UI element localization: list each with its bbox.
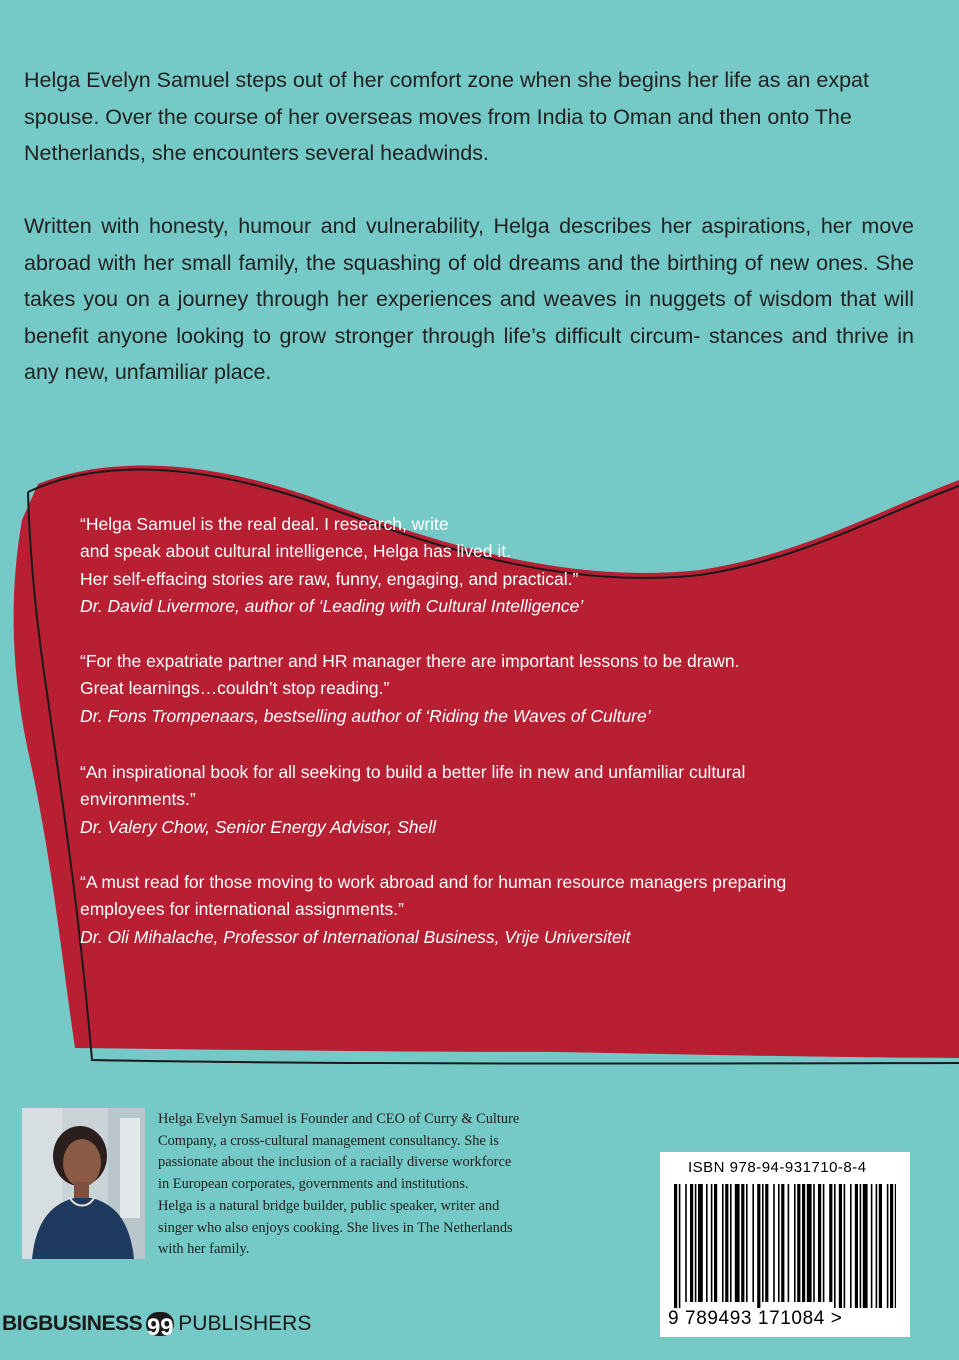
bio-line: singer who also enjoys cooking. She lives in The Netherlands: [158, 1219, 513, 1236]
bio-line: Helga is a natural bridge builder, public speaker, writer and: [158, 1197, 500, 1214]
testimonial-1: [80, 511, 920, 620]
quote-line: “An inspirational book for all seeking to build a better life in new and unfamiliar cultural: [80, 762, 746, 782]
publisher-name-light: PUBLISHERS: [178, 1312, 312, 1335]
quote-line: employees for international assignments.”: [80, 899, 404, 920]
quote-attribution: Dr. Oli Mihalache, Professor of International Business, Vrije Universiteit: [80, 926, 631, 947]
publisher-logo: [2, 1312, 312, 1341]
quote-line: Her self-effacing stories are raw, funny, engaging, and practical.”: [80, 568, 579, 589]
author-photo: [22, 1108, 145, 1259]
blurb-paragraph-1: Helga Evelyn Samuel steps out of her comfort zone when she begins her life as an expat spouse. Over the course of her overseas moves from India to Oman and then onto The Netherlands, she encounters several headwinds.: [24, 68, 869, 165]
author-bio: [158, 1109, 618, 1261]
bio-line: in European corporates, governments and institutions.: [158, 1176, 469, 1193]
testimonial-3: [80, 759, 920, 841]
quote-mark-icon: 99: [146, 1314, 174, 1341]
quote-line: Great learnings…couldn’t stop reading.”: [80, 678, 390, 699]
testimonial-2: [80, 648, 920, 730]
isbn-label: ISBN 978-94-931710-8-4: [688, 1159, 867, 1176]
quote-attribution: Dr. David Livermore, author of ‘Leading with Cultural Intelligence’: [80, 595, 584, 616]
isbn-barcode: [660, 1152, 910, 1337]
bio-line: with her family.: [158, 1241, 250, 1258]
barcode-bars: [674, 1184, 896, 1308]
quote-line: environments.”: [80, 789, 196, 810]
quote-attribution: Dr. Fons Trompenaars, bestselling author of ‘Riding the Waves of Culture’: [80, 705, 651, 726]
quote-line: “For the expatriate partner and HR manager there are important lessons to be drawn.: [80, 651, 740, 671]
barcode-digits: 9 789493 171084 >: [668, 1308, 843, 1329]
publisher-name-bold: BIGBUSINESS: [2, 1312, 143, 1335]
testimonial-4: [80, 869, 920, 951]
quote-line: and speak about cultural intelligence, Helga has lived it.: [80, 541, 511, 562]
blurb-paragraph-2: Written with honesty, humour and vulnerability, Helga describes her aspirations, her move abroad with her small family, the squashing of old dreams and the birthing of new ones. She takes you on a journey through her experiences and weaves in nuggets of wisdom that will benefit anyone looking to grow stronger through life’s difficult circum- stances and thrive in any new, unfamiliar place.: [24, 214, 914, 384]
bio-line: Helga Evelyn Samuel is Founder and CEO of Curry & Culture: [158, 1111, 520, 1127]
quote-line: “Helga Samuel is the real deal. I research, write: [80, 514, 449, 534]
quote-line: “A must read for those moving to work abroad and for human resource managers preparing: [80, 872, 787, 892]
quote-attribution: Dr. Valery Chow, Senior Energy Advisor, Shell: [80, 816, 436, 837]
bio-line: passionate about the inclusion of a racially diverse workforce: [158, 1154, 512, 1171]
bio-line: Company, a cross-cultural management consultancy. She is: [158, 1132, 500, 1149]
